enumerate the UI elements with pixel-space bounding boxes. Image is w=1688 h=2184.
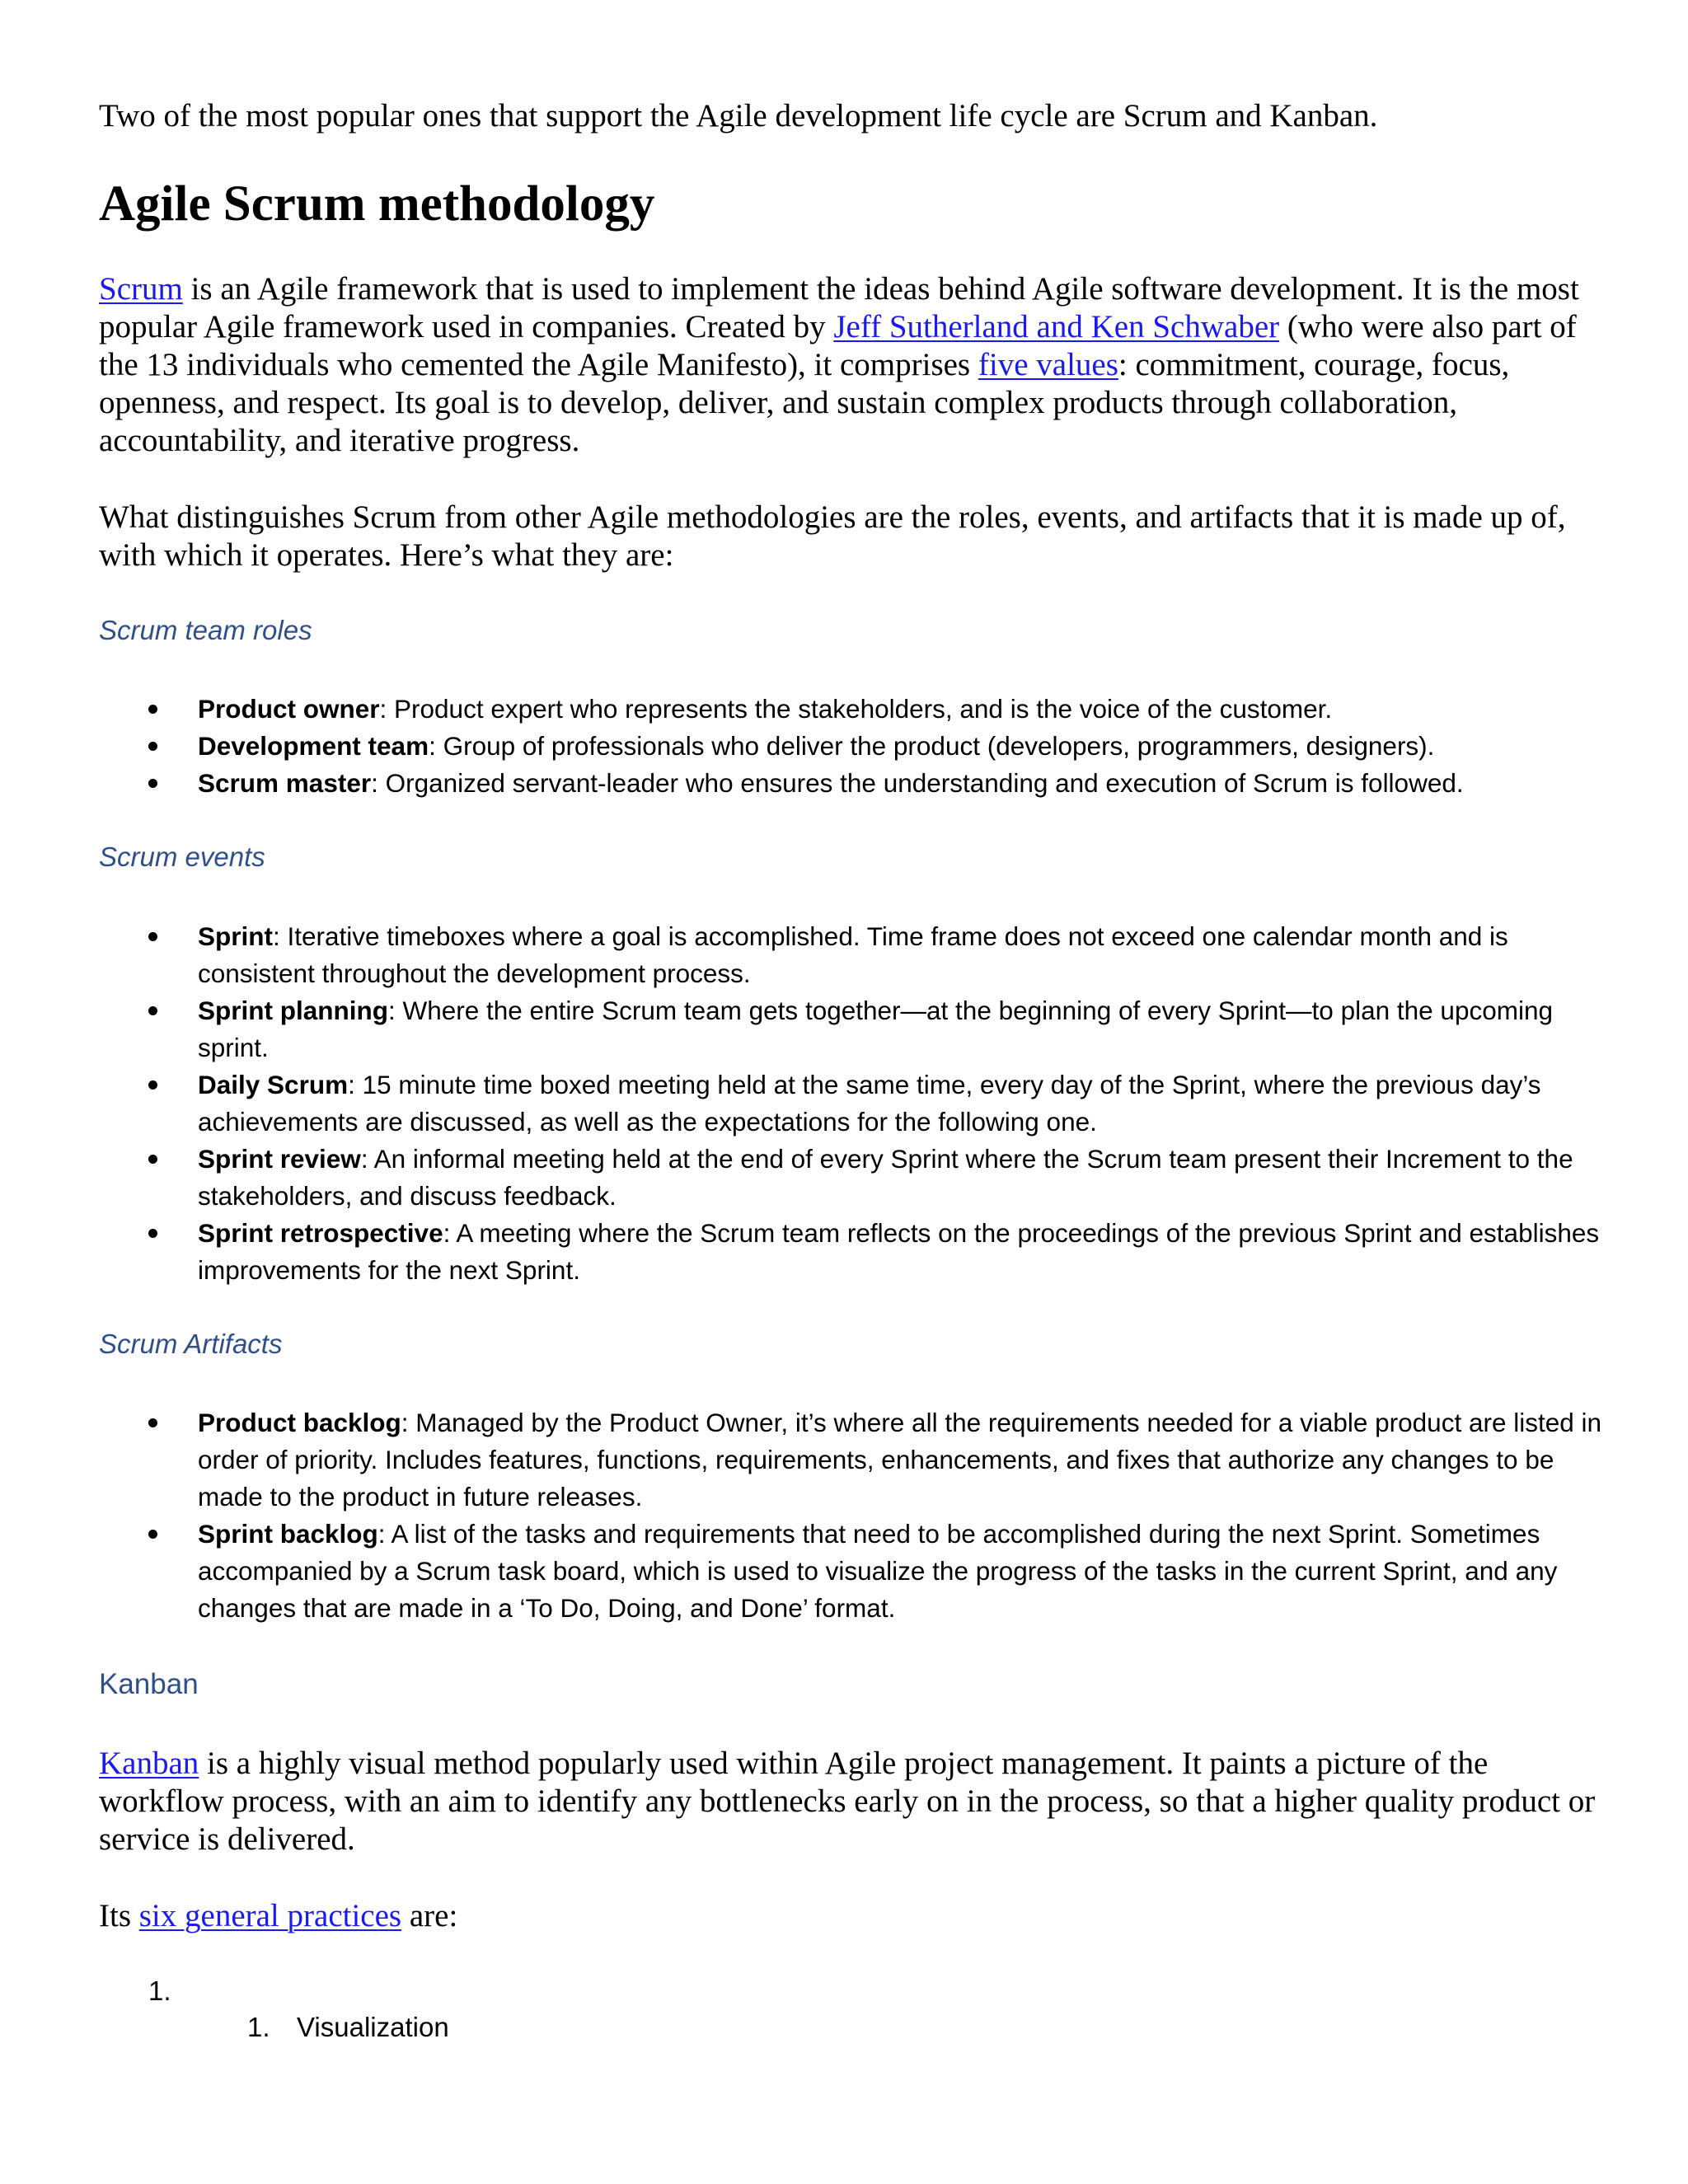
events-list [99,918,1607,1289]
list-item-term: Sprint planning [198,996,388,1025]
list-item-desc: : A meeting where the Scrum team reflects on the proceedings of the previous Sprint and establishes improvements for the next Sprint. [198,1218,1600,1285]
bullet-icon [148,1006,157,1015]
list-item [99,1066,1607,1141]
list-item [99,992,1607,1066]
bullet-icon [148,1530,157,1539]
scrum-text-2: (who were also part of the 13 individuals who cemented the Agile Manifesto), it comprises [99,309,1577,382]
kanban-heading: Kanban [99,1668,199,1700]
list-item-term: Daily Scrum [198,1070,349,1099]
artifacts-heading: Scrum Artifacts [99,1329,283,1359]
six-practices-link[interactable]: six general practices [138,1898,402,1933]
scrum-text-1: is an Agile framework that is used to implement the ideas behind Agile software development. It is the most popular Agile framework used in companies. Created by [99,271,1579,344]
list-item-term: Sprint [198,921,273,951]
list-item [99,1141,1607,1215]
practices-suffix: are: [401,1898,458,1933]
artifacts-list [99,1404,1607,1627]
scrum-link[interactable]: Scrum [99,271,183,307]
authors-link[interactable]: Jeff Sutherland and Ken Schwaber [833,309,1280,344]
bullet-icon [148,1229,157,1238]
bullet-icon [148,932,157,941]
kanban-paragraph [99,1745,1607,1858]
list-item-desc: : Where the entire Scrum team gets together—at the beginning of every Sprint—to plan the upcoming sprint. [198,996,1554,1062]
list-item [99,918,1607,992]
list-item [99,1215,1607,1289]
inner-list-number: 1. [247,2012,270,2042]
five-values-link[interactable]: five values [978,347,1118,382]
list-item-desc: : A list of the tasks and requirements that need to be accomplished during the next Sprint. Sometimes accompanied by a Scrum task board, which is used to visualize the progress of the tasks in the current Sprint, and any changes that are made in a ‘To Do, Doing, and Done’ format. [198,1519,1558,1623]
distinguish-paragraph: What distinguishes Scrum from other Agile methodologies are the roles, events, and artifacts that it is made up of, with which it operates. Here’s what they are: [99,499,1566,573]
list-item-term: Product backlog [198,1408,401,1437]
list-item-desc: : An informal meeting held at the end of every Sprint where the Scrum team present their Increment to the stakeholders, and discuss feedback. [198,1144,1573,1211]
scrum-heading: Agile Scrum methodology [99,176,655,232]
roles-list [99,691,1607,802]
intro-text: Two of the most popular ones that support the Agile development life cycle are Scrum and Kanban. [99,98,1378,134]
outer-list-number: 1. [148,1975,171,2006]
practices-prefix: Its [99,1898,139,1933]
list-item [99,728,1607,765]
list-item-desc: : Managed by the Product Owner, it’s where all the requirements needed for a viable product are listed in order of priority. Includes features, functions, requirements, enhancements, and fixes that authorize any changes to be made to the product in future releases. [198,1408,1602,1511]
scrum-text-3: : commitment, courage, focus, openness, and respect. Its goal is to develop, deliver, and sustain complex products through collaboration, accountability, and iterative progress. [99,347,1510,458]
roles-heading: Scrum team roles [99,615,312,645]
list-item-term: Product owner [198,694,380,724]
list-item-desc: : Iterative timeboxes where a goal is accomplished. Time frame does not exceed one calendar month and is consistent throughout the development process. [198,921,1508,988]
bullet-icon [148,705,157,714]
practices-paragraph [99,1897,1607,1935]
list-item-term: Scrum master [198,768,372,798]
list-item-term: Sprint review [198,1144,361,1174]
scrum-paragraph [99,270,1607,460]
bullet-icon [148,779,157,788]
list-item-desc: : Group of professionals who deliver the product (developers, programmers, designers). [429,731,1435,761]
list-item [99,1404,1607,1516]
inner-list-item [247,2009,449,2046]
bullet-icon [148,1418,157,1427]
list-item-desc: : Organized servant-leader who ensures the understanding and execution of Scrum is followed. [371,768,1464,798]
list-item-term: Development team [198,731,429,761]
bullet-icon [148,1155,157,1164]
list-item-desc: : 15 minute time boxed meeting held at the same time, every day of the Sprint, where the previous day’s achievements are discussed, as well as the expectations for the following one. [198,1070,1541,1137]
list-item-term: Sprint backlog [198,1519,378,1549]
list-item-desc: : Product expert who represents the stakeholders, and is the voice of the customer. [379,694,1333,724]
list-item [99,1516,1607,1627]
kanban-text: is a highly visual method popularly used within Agile project management. It paints a picture of the workflow process, with an aim to identify any bottlenecks early on in the process, so that a higher quality product or service is delivered. [99,1746,1596,1857]
list-item-term: Sprint retrospective [198,1218,443,1248]
events-heading: Scrum events [99,841,265,872]
bullet-icon [148,742,157,751]
kanban-link[interactable]: Kanban [99,1746,199,1781]
list-item [99,691,1607,728]
bullet-icon [148,1080,157,1090]
list-item [99,765,1607,802]
inner-list-label: Visualization [297,2012,449,2042]
